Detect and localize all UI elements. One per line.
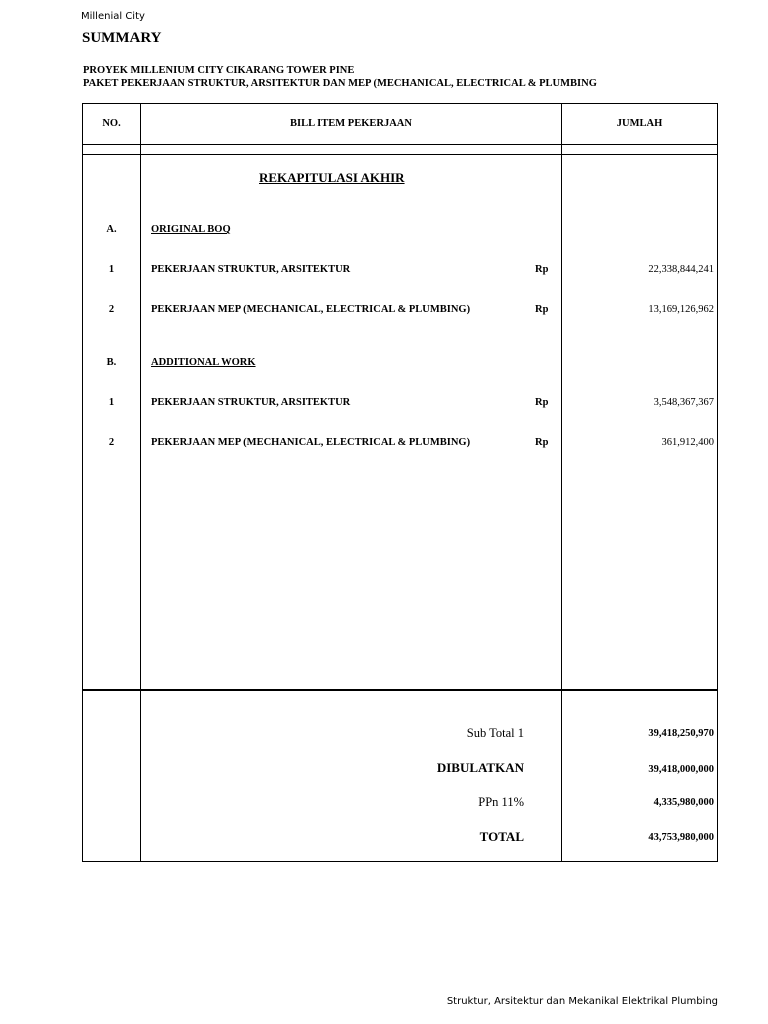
- total-label: TOTAL: [479, 829, 524, 844]
- header-bottom-border: [83, 144, 717, 145]
- row-number: 1: [108, 264, 115, 275]
- row-currency: Rp: [535, 264, 549, 275]
- rounded-value: 39,418,000,000: [648, 764, 714, 775]
- subtotal-label: Sub Total 1: [466, 726, 524, 740]
- row-number: 2: [108, 437, 115, 448]
- column-header-amount: JUMLAH: [616, 118, 663, 129]
- total-value: 43,753,980,000: [648, 832, 714, 843]
- column-header-no: NO.: [102, 118, 121, 129]
- subtotal-value: 39,418,250,970: [648, 728, 714, 739]
- vat-label: PPn 11%: [478, 795, 524, 809]
- company-name: Millenial City: [81, 11, 145, 22]
- row-currency: Rp: [535, 304, 549, 315]
- row-currency: Rp: [535, 397, 549, 408]
- group-name: ADDITIONAL WORK: [151, 357, 256, 368]
- row-description: PEKERJAAN MEP (MECHANICAL, ELECTRICAL & PLUMBING): [151, 304, 471, 315]
- page-title: SUMMARY: [82, 30, 162, 46]
- row-number: 1: [108, 397, 115, 408]
- vat-value: 4,335,980,000: [653, 797, 714, 808]
- group-code: A.: [106, 224, 117, 235]
- amount-column-divider: [561, 104, 562, 861]
- project-name: PROYEK MILLENIUM CITY CIKARANG TOWER PINE: [83, 65, 355, 76]
- row-description: PEKERJAAN STRUKTUR, ARSITEKTUR: [151, 264, 351, 275]
- section-title: REKAPITULASI AKHIR: [259, 170, 405, 185]
- row-amount: 22,338,844,241: [648, 264, 714, 275]
- row-amount: 361,912,400: [661, 437, 714, 448]
- totals-top-border: [83, 689, 717, 691]
- summary-table: [82, 103, 718, 862]
- group-code: B.: [106, 357, 117, 368]
- header-spacer-border: [83, 154, 717, 155]
- row-amount: 13,169,126,962: [648, 304, 714, 315]
- group-name: ORIGINAL BOQ: [151, 224, 231, 235]
- row-amount: 3,548,367,367: [653, 397, 714, 408]
- row-description: PEKERJAAN MEP (MECHANICAL, ELECTRICAL & PLUMBING): [151, 437, 471, 448]
- rounded-label: DIBULATKAN: [436, 760, 524, 775]
- column-header-item: BILL ITEM PEKERJAAN: [290, 118, 412, 129]
- no-column-divider: [140, 104, 141, 861]
- row-description: PEKERJAAN STRUKTUR, ARSITEKTUR: [151, 397, 351, 408]
- work-package: PAKET PEKERJAAN STRUKTUR, ARSITEKTUR DAN MEP (MECHANICAL, ELECTRICAL & PLUMBING: [83, 78, 597, 89]
- row-number: 2: [108, 304, 115, 315]
- row-currency: Rp: [535, 437, 549, 448]
- page-footer: Struktur, Arsitektur dan Mekanikal Elektrikal Plumbing: [446, 996, 718, 1007]
